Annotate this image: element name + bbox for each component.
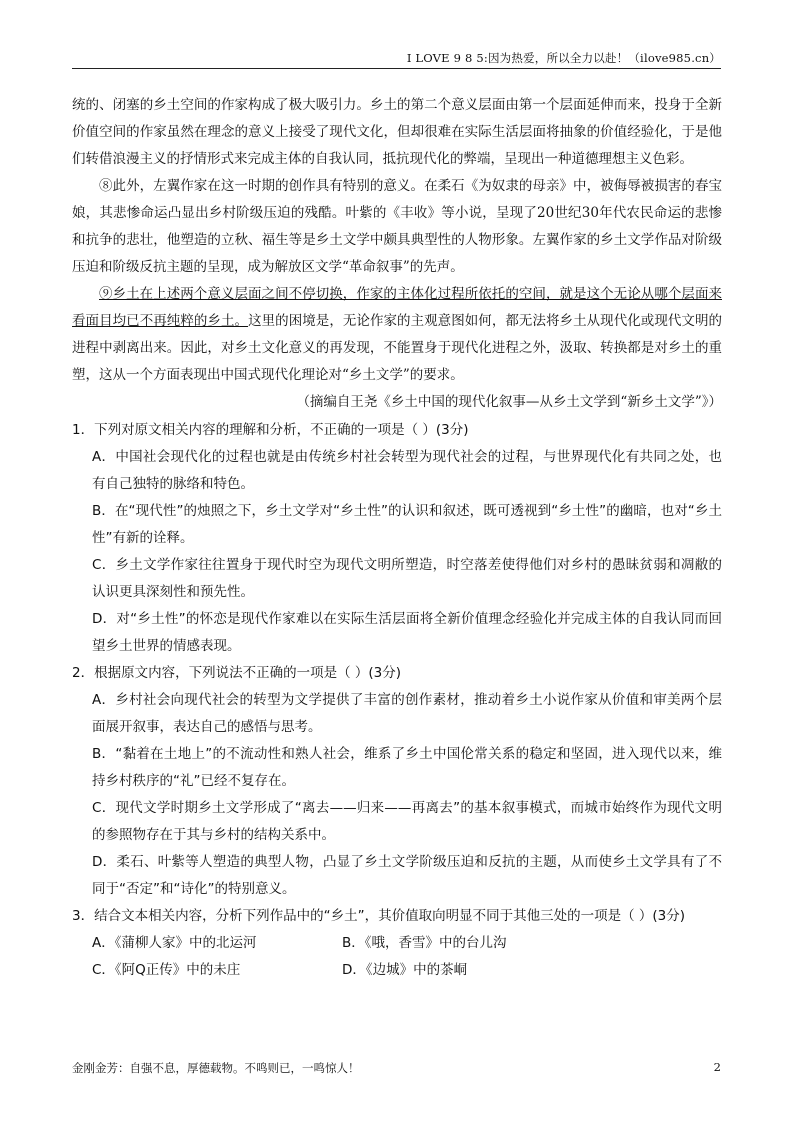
question-3-options-row-1 [72, 930, 722, 957]
footer-motto: 金刚金芳：自强不息，厚德载物。不鸣则已，一鸣惊人！ [72, 1061, 360, 1075]
page-number: 2 [713, 1060, 721, 1074]
page-header: I LOVE 9 8 5:因为热爱，所以全力以赴！（ilove985.cn） [406, 51, 721, 65]
paragraph-9-rest: 这里的困境是，无论作家的主观意图如何，都无法将乡土从现代化或现代文明的进程中剥离出来。因此，对乡土文化意义的再发现，不能置身于现代化进程之外，汲取、转换都是对乡土的重塑，这从一个方面表现出中国式现代化理论对“乡土文学”的要求。 [72, 313, 723, 383]
question-3-option-d: D．《边城》中的茶峒 [342, 962, 468, 978]
passage-source: （摘编自王尧《乡土中国的现代化叙事—从乡土文学到“新乡土文学”》） [296, 394, 722, 410]
header-divider [72, 68, 721, 69]
question-2-option-a: A．乡村社会向现代社会的转型为文学提供了丰富的创作素材，推动着乡土小说作家从价值和审美两个层面展开叙事，表达自己的感悟与思考。 [92, 692, 722, 735]
question-3-option-c: C．《阿Q正传》中的未庄 [92, 962, 241, 978]
question-2-option-d: D．柔石、叶紫等人塑造的典型人物，凸显了乡土文学阶级压迫和反抗的主题，从而使乡土文学具有了不同于“否定”和“诗化”的特别意义。 [92, 854, 722, 897]
underlined-sentence: ⑨乡土在上述两个意义层面之间不停切换，作家的主体化过程所依托的空间，就是这个无论从哪个层面来看面目均已不再纯粹的乡土。 [72, 286, 722, 329]
question-3-options-row-2 [72, 957, 722, 984]
passage-paragraph-continued: 统的、闭塞的乡土空间的作家构成了极大吸引力。乡土的第二个意义层面由第一个层面延伸而来，投身于全新价值空间的作家虽然在理念的意义上接受了现代文化，但却很难在实际生活层面将抽象的价值经验化，于是他们转借浪漫主义的抒情形式来完成主体的自我认同，抵抗现代化的弊端，呈现出一种道德理想主义色彩。 [72, 97, 722, 167]
question-1-option-b: B．在“现代性”的烛照之下，乡土文学对“乡土性”的认识和叙述，既可透视到“乡土性”的幽暗，也对“乡土性”有新的诠释。 [92, 503, 722, 546]
document-body [72, 92, 722, 984]
question-2-stem: 2．根据原文内容，下列说法不正确的一项是（ ）(3分) [72, 665, 402, 681]
passage-paragraph-8: ⑧此外，左翼作家在这一时期的创作具有特别的意义。在柔石《为奴隶的母亲》中，被侮辱被损害的春宝娘，其悲惨命运凸显出乡村阶级压迫的残酷。叶紫的《丰收》等小说，呈现了20世纪30年代农民命运的悲惨和抗争的悲壮，他塑造的立秋、福生等是乡土文学中颇具典型性的人物形象。左翼作家的乡土文学作品对阶级压迫和阶级反抗主题的呈现，成为解放区文学“革命叙事”的先声。 [72, 178, 722, 275]
question-1-option-d: D．对“乡土性”的怀恋是现代作家难以在实际生活层面将全新价值理念经验化并完成主体的自我认同而回望乡土世界的情感表现。 [92, 611, 722, 654]
question-3-option-b: B．《哦，香雪》中的台儿沟 [342, 935, 507, 951]
question-1-option-c: C．乡土文学作家往往置身于现代时空为现代文明所塑造，时空落差使得他们对乡村的愚昧贫弱和凋敝的认识更具深刻性和预先性。 [92, 557, 722, 600]
question-3-option-a: A．《蒲柳人家》中的北运河 [92, 935, 257, 951]
passage-paragraph-9 [72, 281, 722, 389]
question-2-option-c: C．现代文学时期乡土文学形成了“离去——归来——再离去”的基本叙事模式，而城市始终作为现代文明的参照物存在于其与乡村的结构关系中。 [92, 800, 722, 843]
question-1-option-a: A．中国社会现代化的过程也就是由传统乡村社会转型为现代社会的过程，与世界现代化有共同之处，也有自己独特的脉络和特色。 [92, 449, 722, 492]
question-1-stem: 1．下列对原文相关内容的理解和分析，不正确的一项是（ ）(3分) [72, 422, 469, 438]
question-2-option-b: B．“黏着在土地上”的不流动性和熟人社会，维系了乡土中国伦常关系的稳定和坚固，进入现代以来，维持乡村秩序的“礼”已经不复存在。 [92, 746, 722, 789]
question-3-stem: 3．结合文本相关内容，分析下列作品中的“乡土”，其价值取向明显不同于其他三处的一项是（ ）(3分) [72, 908, 685, 924]
